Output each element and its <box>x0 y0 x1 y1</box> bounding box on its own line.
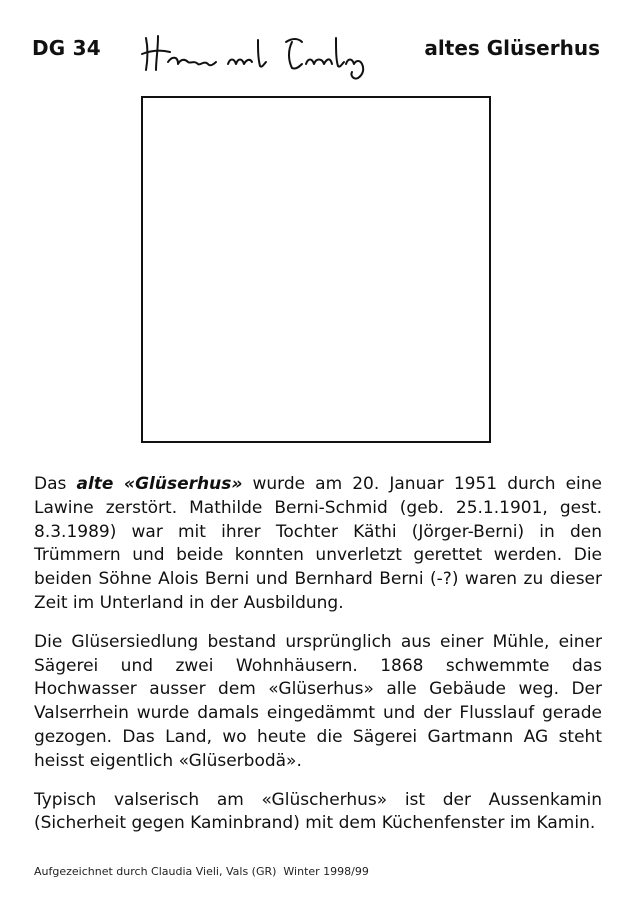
footer-date: Winter 1998/99 <box>283 865 369 878</box>
footer-credit-text: Aufgezeichnet durch Claudia Vieli, Vals (GR) <box>34 865 277 878</box>
photo-placeholder-frame <box>141 96 491 443</box>
document-code: DG 34 <box>32 36 101 60</box>
document-body <box>34 473 602 851</box>
paragraph-1-highlight: alte «Glüserhus» <box>76 474 243 494</box>
signature-drawing <box>136 20 376 80</box>
paragraph-1-text: wurde am 20. Januar 1951 durch eine Lawine zerstört. Mathilde Berni-Schmid (geb. 25.1.1901, gest. 8.3.1989) war mit ihrer Tochter Käthi (Jörger-Berni) in den Trümmern und beide konnten unverletzt gerettet werden. Die beiden Söhne Alois Berni und Bernhard Berni (-?) waren zu dieser Zeit im Unterland in der Ausbildung. <box>34 474 603 613</box>
handwritten-signature <box>136 20 376 80</box>
footer-credit <box>34 865 369 878</box>
paragraph-1 <box>34 473 602 616</box>
page-title: altes Glüserhus <box>424 36 600 60</box>
paragraph-2: Die Glüsersiedlung bestand ursprünglich aus einer Mühle, einer Sägerei und zwei Wohnhäusern. 1868 schwemmte das Hochwasser ausser dem «Glüserhus» alle Gebäude weg. Der Valserrhein wurde damals eingedämmt und der Flusslauf gerade gezogen. Das Land, wo heute die Sägerei Gartmann AG steht heisst eigentlich «Glüserbodä». <box>34 631 602 771</box>
paragraph-1-intro: Das <box>34 474 77 494</box>
paragraph-3: Typisch valserisch am «Glüscherhus» ist der Aussenkamin (Sicherheit gegen Kaminbrand) mit dem Küchenfenster im Kamin. <box>34 789 602 834</box>
